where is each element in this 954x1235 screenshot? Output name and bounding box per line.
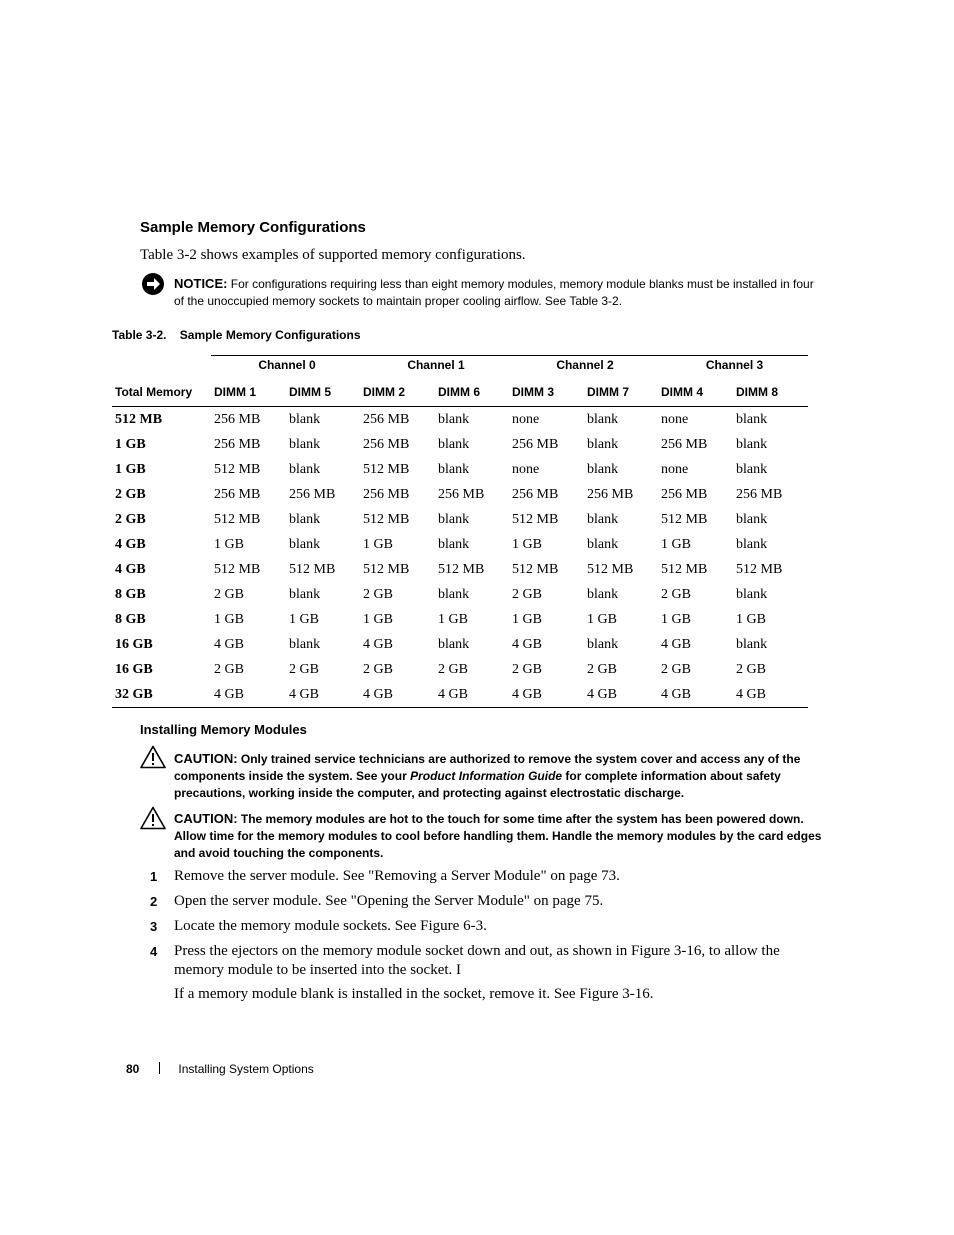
dimm-cell: blank — [587, 586, 619, 602]
dimm-cell: 512 MB — [736, 561, 783, 577]
dimm-cell: blank — [736, 436, 768, 452]
dimm-cell: 2 GB — [214, 661, 244, 677]
caution-label: CAUTION: — [174, 751, 238, 766]
column-header-dimm: DIMM 4 — [658, 378, 733, 407]
total-memory-cell: 32 GB — [112, 682, 211, 708]
dimm-cell: 4 GB — [661, 636, 691, 652]
dimm-cell: 4 GB — [360, 682, 435, 708]
dimm-cell: blank — [438, 411, 470, 427]
channel-header: Channel 2 — [509, 356, 658, 379]
dimm-cell: 256 MB — [736, 486, 783, 502]
dimm-cell: 1 GB — [661, 536, 691, 552]
total-memory-cell: 2 GB — [115, 511, 146, 527]
table-row — [112, 632, 808, 657]
dimm-cell: blank — [736, 536, 768, 552]
column-header-dimm: DIMM 2 — [360, 378, 435, 407]
notice-label: NOTICE: — [174, 276, 228, 291]
dimm-cell: 512 MB — [363, 561, 410, 577]
dimm-cell: blank — [289, 586, 321, 602]
dimm-cell: 4 GB — [733, 682, 808, 708]
table-row — [112, 457, 808, 482]
column-header-dimm: DIMM 8 — [733, 378, 808, 407]
channel-header: Channel 0 — [211, 356, 360, 379]
dimm-cell: blank — [438, 586, 470, 602]
dimm-cell: 4 GB — [658, 682, 733, 708]
dimm-cell: 2 GB — [438, 661, 468, 677]
notice-body: For configurations requiring less than eight memory modules, memory module blanks must be installed in four of the unoccupied memory sockets to maintain proper cooling airflow. See Table 3-2. — [174, 277, 814, 308]
dimm-cell: 1 GB — [587, 611, 617, 627]
dimm-cell: blank — [438, 511, 470, 527]
page-footer — [126, 1062, 314, 1076]
dimm-cell: 1 GB — [289, 611, 319, 627]
footer-divider — [159, 1062, 160, 1074]
total-memory-cell: 4 GB — [115, 536, 146, 552]
dimm-cell: 1 GB — [661, 611, 691, 627]
total-memory-cell: 16 GB — [115, 661, 153, 677]
caution-text — [174, 810, 824, 862]
column-header-total-memory: Total Memory — [112, 378, 211, 407]
dimm-cell: 256 MB — [214, 486, 261, 502]
dimm-cell: 256 MB — [363, 486, 410, 502]
dimm-cell: 256 MB — [214, 411, 261, 427]
section-title: Sample Memory Configurations — [140, 219, 366, 236]
table-row — [112, 507, 808, 532]
dimm-cell: 2 GB — [587, 661, 617, 677]
memory-config-table — [112, 355, 808, 708]
dimm-cell: blank — [289, 636, 321, 652]
dimm-cell: blank — [289, 411, 321, 427]
dimm-cell: blank — [736, 636, 768, 652]
column-header-dimm: DIMM 1 — [211, 378, 286, 407]
dimm-cell: blank — [289, 436, 321, 452]
total-memory-cell: 16 GB — [115, 636, 153, 652]
column-header-dimm: DIMM 6 — [435, 378, 509, 407]
dimm-cell: 512 MB — [587, 561, 634, 577]
table-row — [112, 432, 808, 457]
table-row — [112, 582, 808, 607]
warning-triangle-icon — [140, 806, 166, 830]
dimm-cell: 2 GB — [661, 586, 691, 602]
dimm-cell: blank — [289, 461, 321, 477]
dimm-cell: 512 MB — [214, 511, 261, 527]
caution-body: The memory modules are hot to the touch for some time after the system has been powered down. Allow time for the memory modules to cool before handling them. Handle the memory modules by the card edges and avoid touching the components. — [174, 812, 822, 860]
dimm-cell: none — [661, 411, 689, 427]
dimm-cell: 4 GB — [435, 682, 509, 708]
total-memory-cell: 8 GB — [115, 586, 146, 602]
warning-triangle-icon — [140, 745, 166, 769]
dimm-cell: 1 GB — [512, 536, 542, 552]
dimm-cell: blank — [289, 536, 321, 552]
dimm-cell: 2 GB — [214, 586, 244, 602]
notice-arrow-icon — [141, 272, 165, 296]
dimm-cell: 1 GB — [214, 536, 244, 552]
dimm-cell: 2 GB — [289, 661, 319, 677]
total-memory-cell: 1 GB — [115, 436, 146, 452]
dimm-cell: 2 GB — [512, 661, 542, 677]
dimm-cell: 512 MB — [363, 511, 410, 527]
dimm-cell: 512 MB — [512, 511, 559, 527]
table-row — [112, 607, 808, 632]
caution-label: CAUTION: — [174, 811, 238, 826]
total-memory-cell: 512 MB — [115, 411, 163, 427]
dimm-cell: 1 GB — [438, 611, 468, 627]
caution-doc-title: Product Information Guide — [410, 769, 563, 783]
table-row — [112, 532, 808, 557]
table-row — [112, 482, 808, 507]
intro-paragraph: Table 3-2 shows examples of supported memory configurations. — [140, 247, 526, 263]
dimm-cell: blank — [438, 636, 470, 652]
dimm-cell: blank — [587, 511, 619, 527]
column-header-row — [112, 378, 808, 407]
dimm-cell: blank — [736, 461, 768, 477]
dimm-cell: 2 GB — [661, 661, 691, 677]
table-corner — [112, 356, 211, 379]
channel-header: Channel 3 — [658, 356, 808, 379]
dimm-cell: blank — [736, 511, 768, 527]
chapter-title: Installing System Options — [178, 1062, 314, 1076]
dimm-cell: 256 MB — [512, 486, 559, 502]
dimm-cell: blank — [587, 436, 619, 452]
dimm-cell: none — [512, 461, 540, 477]
dimm-cell: 2 GB — [363, 586, 393, 602]
dimm-cell: blank — [587, 411, 619, 427]
step-followup-text: If a memory module blank is installed in the socket, remove it. See Figure 3-16. — [174, 986, 654, 1002]
dimm-cell: 1 GB — [214, 611, 244, 627]
dimm-cell: 1 GB — [736, 611, 766, 627]
dimm-cell: blank — [587, 536, 619, 552]
step-text: Remove the server module. See "Removing a Server Module" on page 73. — [174, 868, 620, 884]
dimm-cell: 512 MB — [214, 561, 261, 577]
dimm-cell: none — [661, 461, 689, 477]
table-row — [112, 682, 808, 708]
dimm-cell: blank — [587, 461, 619, 477]
dimm-cell: 4 GB — [509, 682, 584, 708]
dimm-cell: blank — [438, 436, 470, 452]
dimm-cell: 1 GB — [363, 611, 393, 627]
step-text: Press the ejectors on the memory module socket down and out, as shown in Figure 3-16, to allow the memory module to be inserted into the socket. I — [174, 943, 780, 978]
dimm-cell: 512 MB — [512, 561, 559, 577]
step-number: 1 — [150, 869, 158, 884]
dimm-cell: none — [512, 411, 540, 427]
step-number: 3 — [150, 919, 158, 934]
dimm-cell: 2 GB — [512, 586, 542, 602]
dimm-cell: blank — [438, 461, 470, 477]
table-row — [112, 657, 808, 682]
dimm-cell: 256 MB — [363, 436, 410, 452]
step-text: Locate the memory module sockets. See Figure 6-3. — [174, 918, 487, 934]
dimm-cell: blank — [587, 636, 619, 652]
dimm-cell: 256 MB — [661, 486, 708, 502]
caution-body-end: for complete information about safety precautions, working inside the computer, and protecting against electrostatic discharge. — [174, 769, 781, 800]
column-header-dimm: DIMM 5 — [286, 378, 360, 407]
dimm-cell: 2 GB — [736, 661, 766, 677]
dimm-cell: 1 GB — [512, 611, 542, 627]
dimm-cell: blank — [736, 411, 768, 427]
dimm-cell: 256 MB — [587, 486, 634, 502]
dimm-cell: blank — [736, 586, 768, 602]
channel-header: Channel 1 — [360, 356, 509, 379]
dimm-cell: 256 MB — [438, 486, 485, 502]
dimm-cell: 4 GB — [286, 682, 360, 708]
dimm-cell: 4 GB — [512, 636, 542, 652]
dimm-cell: 256 MB — [661, 436, 708, 452]
step-number: 4 — [150, 944, 158, 959]
dimm-cell: 4 GB — [214, 636, 244, 652]
dimm-cell: 512 MB — [438, 561, 485, 577]
total-memory-cell: 2 GB — [115, 486, 146, 502]
table-row — [112, 407, 808, 433]
dimm-cell: 256 MB — [214, 436, 261, 452]
caution-body: Only trained service technicians are authorized to remove the system cover and access any of the components inside the system. See your — [174, 752, 801, 783]
dimm-cell: 512 MB — [214, 461, 261, 477]
page-number: 80 — [126, 1062, 140, 1076]
dimm-cell: 4 GB — [584, 682, 658, 708]
dimm-cell: 512 MB — [661, 511, 708, 527]
dimm-cell: 4 GB — [211, 682, 286, 708]
column-header-dimm: DIMM 7 — [584, 378, 658, 407]
dimm-cell: blank — [289, 511, 321, 527]
dimm-cell: 256 MB — [363, 411, 410, 427]
total-memory-cell: 8 GB — [115, 611, 146, 627]
dimm-cell: 256 MB — [289, 486, 336, 502]
caution-text — [174, 750, 824, 802]
table-caption: Table 3-2. Sample Memory Configurations — [112, 328, 361, 342]
notice-text — [174, 275, 824, 310]
install-heading: Installing Memory Modules — [140, 722, 307, 737]
table-row — [112, 557, 808, 582]
table-body — [112, 407, 808, 708]
dimm-cell: 512 MB — [363, 461, 410, 477]
step-text: Open the server module. See "Opening the Server Module" on page 75. — [174, 893, 604, 909]
total-memory-cell: 4 GB — [115, 561, 146, 577]
dimm-cell: 512 MB — [661, 561, 708, 577]
dimm-cell: 256 MB — [512, 436, 559, 452]
total-memory-cell: 1 GB — [115, 461, 146, 477]
dimm-cell: 1 GB — [363, 536, 393, 552]
dimm-cell: 512 MB — [289, 561, 336, 577]
step-number: 2 — [150, 894, 158, 909]
column-header-dimm: DIMM 3 — [509, 378, 584, 407]
dimm-cell: 4 GB — [363, 636, 393, 652]
dimm-cell: 2 GB — [363, 661, 393, 677]
dimm-cell: blank — [438, 536, 470, 552]
